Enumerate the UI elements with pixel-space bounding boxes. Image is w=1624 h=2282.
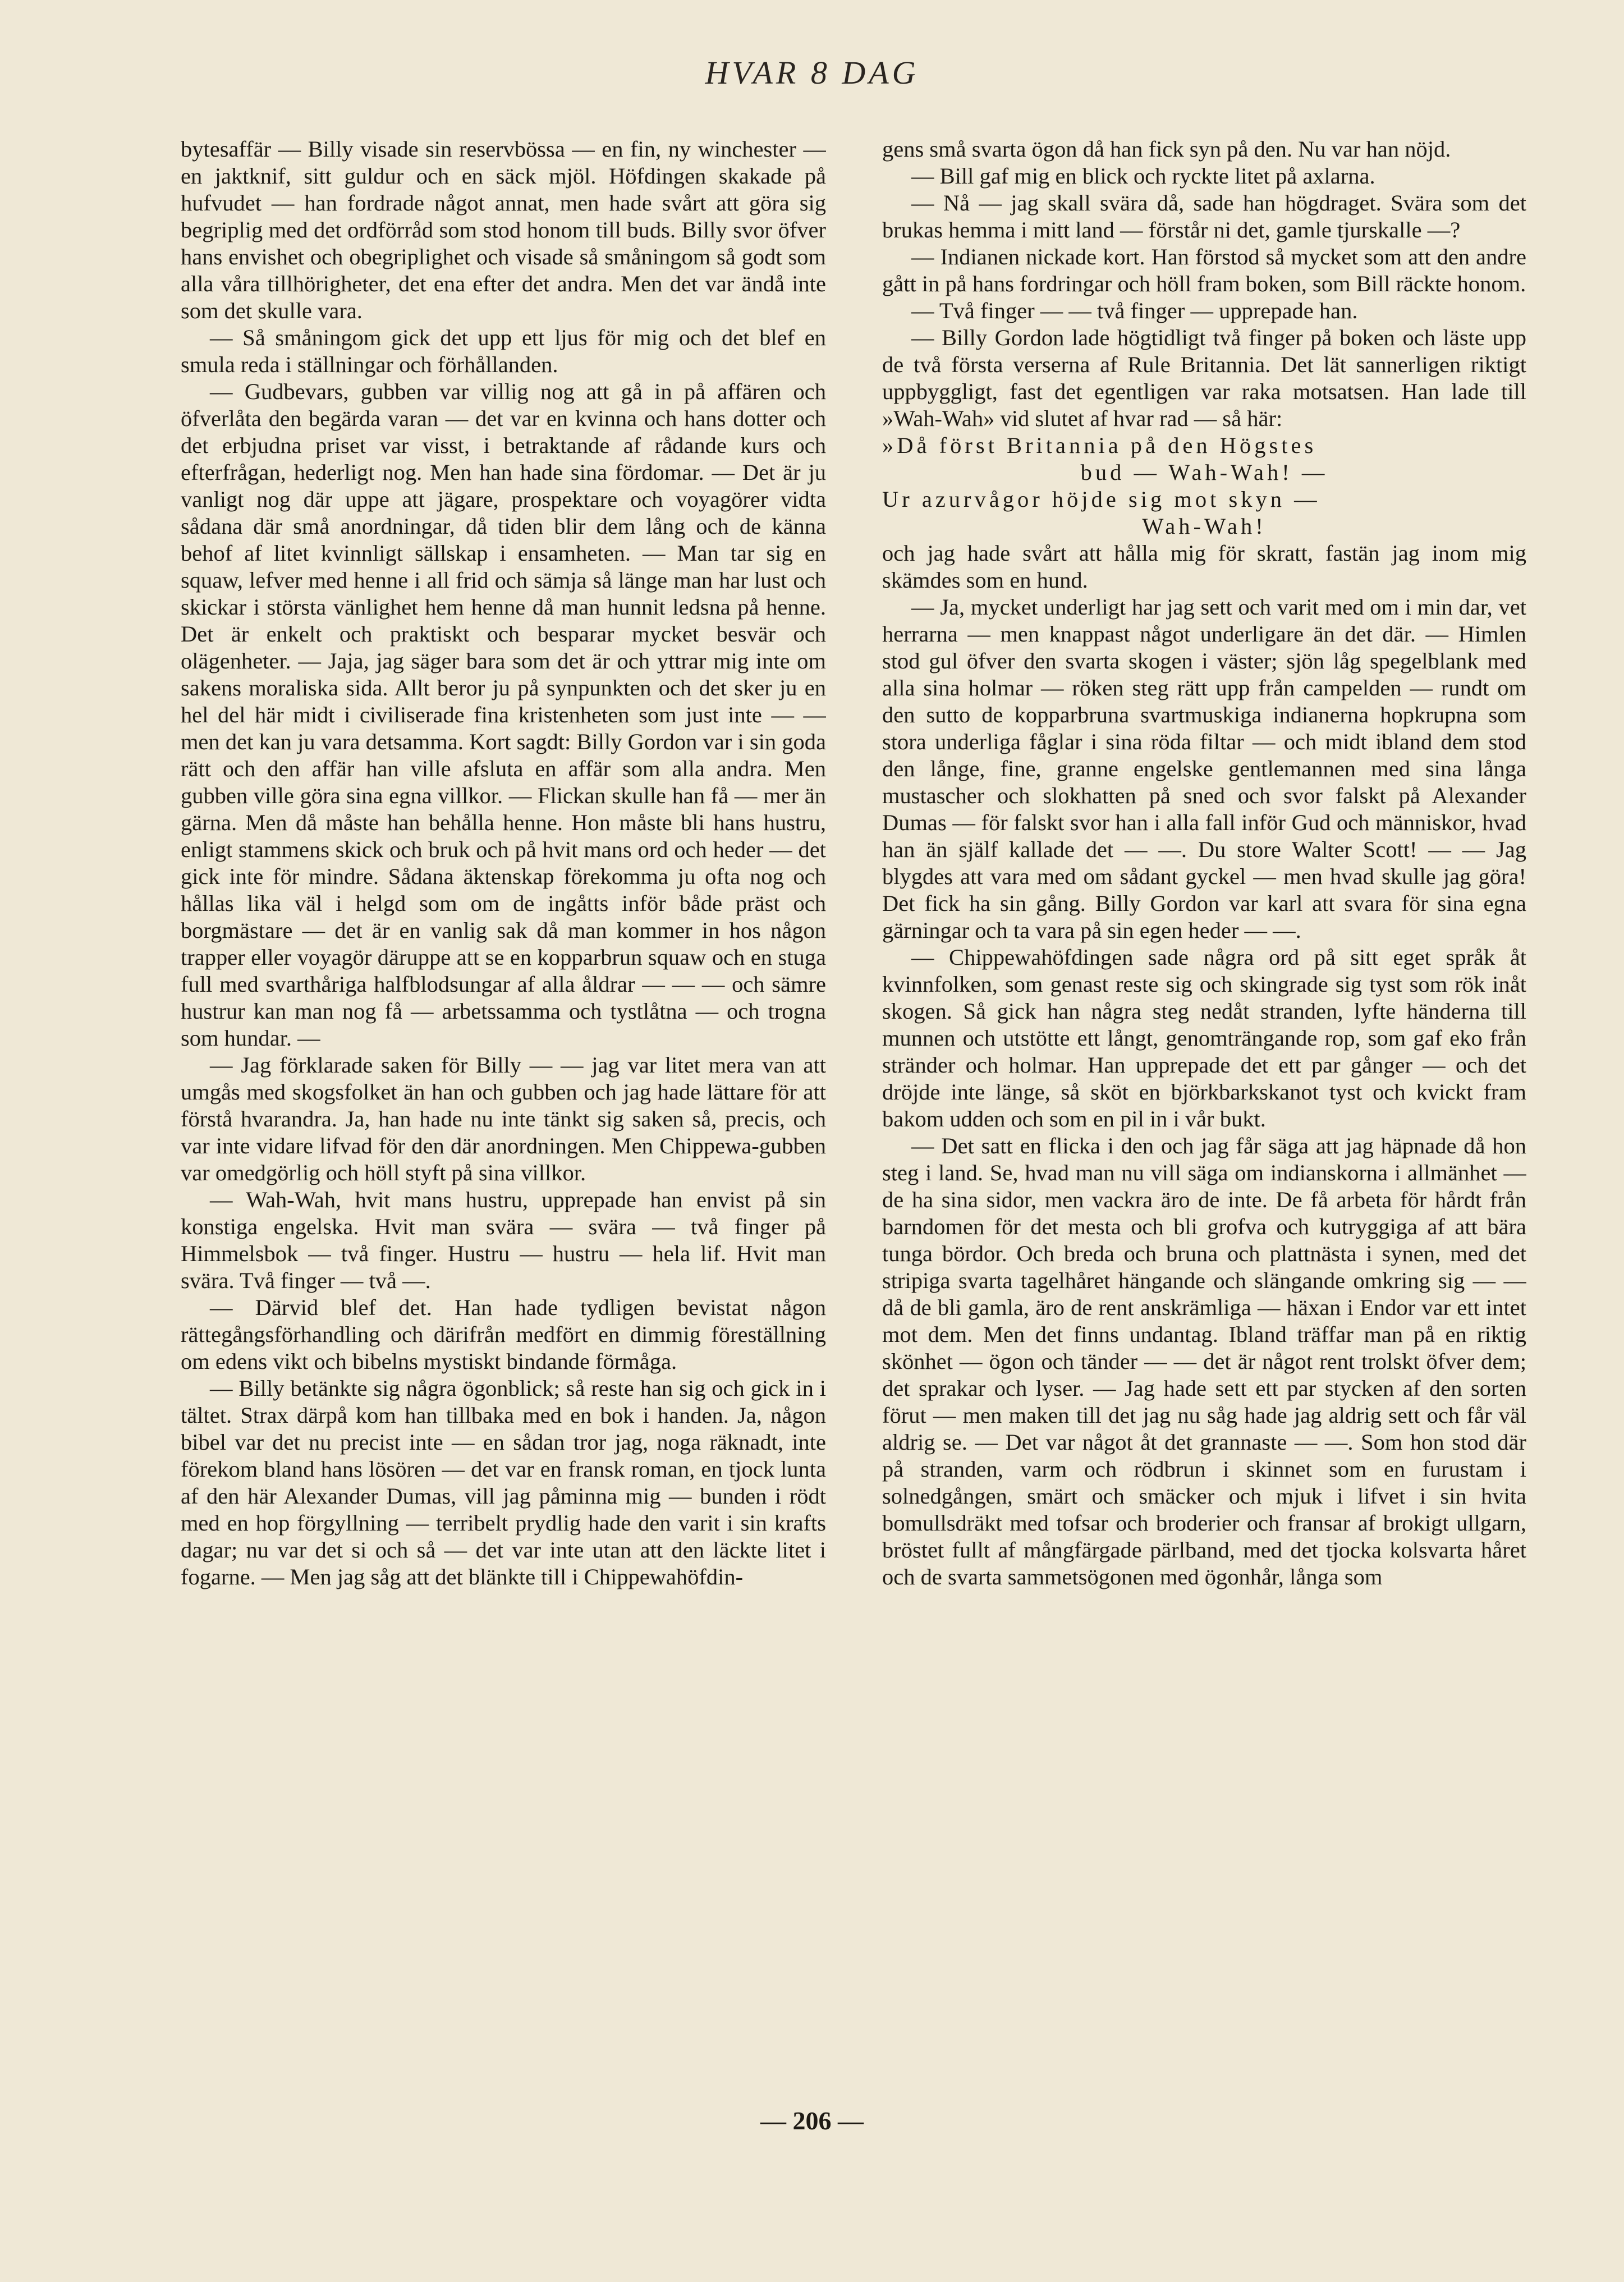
right-column-paragraph: — Ja, mycket underligt har jag sett och varit med om i min dar, vet herrarna — men knappast något underligare än det där. — Himlen stod gul öfver den svarta skogen i väster; sjön låg spegelblank med alla sina holmar — röken steg rätt upp från campelden — rundt om den sutto de kopparbruna svartmuskiga indianerna hopkrupna som stora underliga fåglar i sina röda filtar — och midt ibland dem stod den långe, fine, granne engelske gentlemannen med sina långa mustascher och slokhatten på sned och svor falskt på Alexander Dumas — för falskt svor han i alla fall inför Gud och människor, hvad han än själf kallade det — —. Du store Walter Scott! — — Jag blygdes att vara med om sådant gyckel — men hvad skulle jag göra! Det fick ha sin gång. Billy Gordon var karl att svara för sina egna gärningar och ta vara på sin egen heder — —.: [882, 594, 1526, 943]
right-column-paragraph: — Chippewahöfdingen sade några ord på sitt eget språk åt kvinnfolken, som genast reste sig och skingrade sig tyst som rök inåt skogen. Så gick han några steg nedåt stranden, lyfte händerna till munnen och utstötte ett långt, genomträngande rop, som gaf eko från stränder och holmar. Han upprepade det ett par gånger — och det dröjde inte länge, så sköt en björkbarkskanot tyst och kvickt fram bakom udden och som en pil in i vår bukt.: [882, 945, 1526, 1131]
left-column: [181, 136, 826, 2061]
right-column-paragraph: — Billy Gordon lade högtidligt två finger på boken och läste upp de två första verserna af Rule Britannia. Det lät sannerligen riktigt uppbyggligt, fast det egentligen var raka motsatsen. Han lade till »Wah-Wah» vid slutet af hvar rad — så här:: [882, 325, 1526, 431]
right-column-verse-line: Wah-Wah!: [1142, 514, 1267, 539]
right-column-paragraph: gens små svarta ögon då han fick syn på den. Nu var han nöjd.: [882, 136, 1451, 162]
right-column-paragraph: — Indianen nickade kort. Han förstod så mycket som att den andre gått in på hans fordringar och höll fram boken, som Bill räckte honom.: [882, 244, 1526, 296]
page-number: — 206 —: [760, 2106, 864, 2135]
left-column-paragraph: — Därvid blef det. Han hade tydligen bevistat någon rättegångsförhandling och därifrån medfört en dimmig föreställning om edens vikt och bibelns mystiskt bindande förmåga.: [181, 1295, 826, 1374]
right-column-paragraph: — Bill gaf mig en blick och ryckte litet på axlarna.: [911, 163, 1375, 189]
left-column-paragraph: — Så småningom gick det upp ett ljus för mig och det blef en smula reda i ställningar och förhållanden.: [181, 325, 826, 377]
left-column-paragraph: bytesaffär — Billy visade sin reservbössa — en fin, ny winchester — en jaktknif, sitt guldur och en säck mjöl. Höfdingen skakade på hufvudet — han fordrade något annat, men hade svårt att göra sig begriplig med det ordförråd som stod honom till buds. Billy svor öfver hans envishet och obegriplighet och visade så småningom så godt som alla våra tillhörigheter, det ena efter det andra. Men det var ändå inte som det skulle vara.: [181, 136, 826, 323]
right-column-verse-line: »Då först Britannia på den Högstes: [882, 433, 1317, 458]
right-column: [882, 136, 1526, 2061]
right-column-paragraph: — Två finger — — två finger — upprepade han.: [911, 298, 1358, 323]
left-column-paragraph: — Wah-Wah, hvit mans hustru, upprepade han envist på sin konstiga engelska. Hvit man svära — svära — två finger på Himmelsbok — två finger. Hustru — hustru — hela lif. Hvit man svära. Två finger — två —.: [181, 1187, 826, 1293]
right-column-verse-line: bud — Wah-Wah! —: [1080, 460, 1328, 485]
right-column-paragraph: — Nå — jag skall svära då, sade han högdraget. Svära som det brukas hemma i mitt land — förstår ni det, gamle tjurskalle —?: [882, 190, 1526, 242]
left-column-paragraph: — Gudbevars, gubben var villig nog att gå in på affären och öfverlåta den begärda varan — det var en kvinna och hans dotter och det erbjudna priset var visst, i betraktande af rådande kurs och efterfrågan, hederligt nog. Men han hade sina fördomar. — Det är ju vanligt nog där uppe att jägare, prospektare och voyagörer vidta sådana där små anordningar, då tiden blir dem lång och de känna behof af litet kvinnligt sällskap i ensamheten. — Man tar sig en squaw, lefver med henne i all frid och sämja så länge man har lust och skickar i största vänlighet hem henne då man hunnit ledsna på henne. Det är enkelt och praktiskt och besparar mycket besvär och olägenheter. — Jaja, jag säger bara som det är och yttrar mig inte om sakens moraliska sida. Allt beror ju på synpunkten och det sker ju en hel del här midt i civiliserade fina kristenheten som just inte — — men det kan ju vara detsamma. Kort sagdt: Billy Gordon var i sin goda rätt och den affär han ville afsluta en affär som alla andra. Men gubben ville göra sina egna villkor. — Flickan skulle han få — mer än gärna. Men då måste han behålla henne. Hon måste bli hans hustru, enligt stammens skick och bruk och på hvit mans ord och heder — det gick inte för mindre. Sådana äktenskap förekomma ju ofta nog och hållas lika väl i helgd som om de ingåtts inför både präst och borgmästare — det är en vanlig sak då man kommer in hos någon trapper eller voyagör däruppe att se en kopparbrun squaw och en stuga full med svarthåriga halfblodsungar af alla åldrar — — — och sämre hustrur kan man nog få — arbetssamma och tystlåtna — och trogna som hundar. —: [181, 379, 826, 1051]
left-column-paragraph: — Jag förklarade saken för Billy — — jag var litet mera van att umgås med skogsfolket än han och gubben och jag hade lättare för att förstå hvarandra. Ja, han hade nu inte tänkt sig saken så, precis, och var inte vidare lifvad för den där anordningen. Men Chippewa-gubben var omedgörlig och höll styft på sina villkor.: [181, 1052, 826, 1185]
running-title: HVAR 8 DAG: [705, 54, 919, 91]
right-column-verse-line: Ur azurvågor höjde sig mot skyn —: [882, 487, 1320, 512]
left-column-paragraph: — Billy betänkte sig några ögonblick; så reste han sig och gick in i tältet. Strax därpå kom han tillbaka med en bok i handen. Ja, någon bibel var det nu precist inte — en sådan tror jag, noga räknadt, inte förekom bland hans lösören — det var en fransk roman, en tjock lunta af den här Alexander Dumas, vill jag påminna mig — bunden i rödt med en hop förgyllning — terribelt prydlig hade den varit i sin krafts dagar; nu var det si och så — det var inte utan att den läckte litet i fogarne. — Men jag såg att det blänkte till i Chippewahöfdin-: [181, 1376, 826, 1589]
right-column-paragraph: — Det satt en flicka i den och jag får säga att jag häpnade då hon steg i land. Se, hvad man nu vill säga om indianskorna i allmänhet — de ha sina sidor, men vackra äro de inte. De få arbeta för hårdt från barndomen för det mesta och bli grofva och kutryggiga af att bära tunga bördor. Och breda och bruna och plattnästa i synen, med det stripiga svarta tagelhåret hängande och slängande omkring sig — — då de bli gamla, äro de rent anskrämliga — häxan i Endor var ett intet mot dem. Men det finns undantag. Ibland träffar man på en riktig skönhet — ögon och tänder — — det är något rent trolskt öfver dem; det sprakar och lyser. — Jag hade sett ett par stycken af den sorten förut — men maken till det jag nu såg hade jag aldrig sett och får väl aldrig se. — Det var något åt det grannaste — —. Som hon stod där på stranden, varm och rödbrun i skinnet som en furustam i solnedgången, smärt och smäcker och mjuk i lifvet i sin hvita bomullsdräkt med tofsar och broderier och fransar af brokigt ullgarn, bröstet fullt af mångfärgade pärlband, med det tjocka kolsvarta håret och de svarta sammetsögonen med ögonhår, långa som: [882, 1133, 1526, 1589]
right-column-paragraph: och jag hade svårt att hålla mig för skratt, fastän jag inom mig skämdes som en hund.: [882, 540, 1526, 593]
